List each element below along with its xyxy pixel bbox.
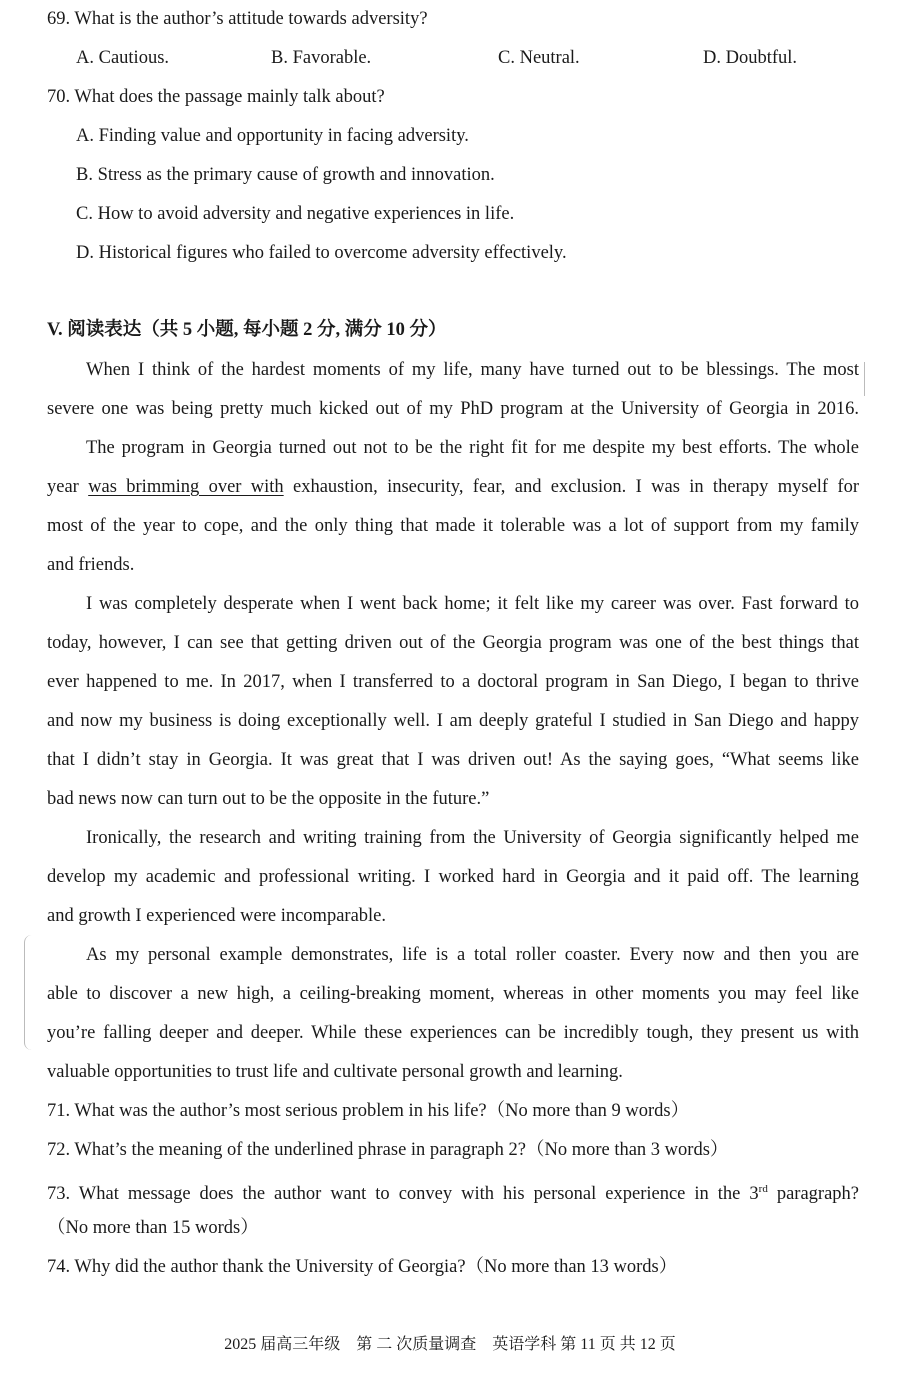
q70-option-c: C. How to avoid adversity and negative experiences in life. [76,204,515,224]
question-74: 74. Why did the author thank the University of Georgia?（No more than 13 words） [47,1257,678,1277]
question-69-stem: 69. What is the author’s attitude towards adversity? [47,9,428,29]
underlined-phrase: was brimming over with [88,477,284,497]
q70-option-d: D. Historical figures who failed to overcome adversity effectively. [76,243,567,263]
passage-p5-line2: able to discover a new high, a ceiling-breaking moment, whereas in other moments you may feel like [47,984,859,1004]
passage-p5-line1: As my personal example demonstrates, life is a total roller coaster. Every now and then you are [86,945,859,965]
passage-p4-line1: Ironically, the research and writing training from the University of Georgia significantly helped me [86,828,859,848]
q69-option-d: D. Doubtful. [703,48,798,68]
scan-mark-right [858,362,865,396]
question-70-stem: 70. What does the passage mainly talk about? [47,87,385,107]
passage-p2-line1: The program in Georgia turned out not to be the right fit for me despite my best efforts. The whole [86,438,859,458]
passage-p4-line2: develop my academic and professional writing. I worked hard in Georgia and it paid off. The learning [47,867,859,887]
question-73-line1 [47,1177,859,1206]
page-footer: 2025 届高三年级 第 二 次质量调查 英语学科 第 11 页 共 12 页 [224,1336,676,1353]
passage-p2-line2-post: exhaustion, insecurity, fear, and exclusion. I was in therapy myself for [283,477,859,497]
q69-option-b: B. Favorable. [271,48,372,68]
passage-p1-line2: severe one was being pretty much kicked out of my PhD program at the University of Georgia in 2016. [47,399,859,419]
scan-mark-left [24,935,39,1050]
passage-p3-line5: that I didn’t stay in Georgia. It was great that I was driven out! As the saying goes, “What seems like [47,750,859,770]
question-73-pre: 73. What message does the author want to convey with his personal experience in the 3 [47,1184,759,1205]
passage-p4-line3: and growth I experienced were incomparable. [47,906,387,926]
passage-p2-line3: most of the year to cope, and the only thing that made it tolerable was a lot of support from my family [47,516,859,536]
section-title: V. 阅读表达（共 5 小题, 每小题 2 分, 满分 10 分） [47,320,447,340]
passage-p3-line4: and now my business is doing exceptionally well. I am deeply grateful I studied in San Diego and happy [47,711,859,731]
question-73-post: paragraph? [767,1184,859,1205]
passage-p3-line1: I was completely desperate when I went back home; it felt like my career was over. Fast forward to [86,594,859,614]
passage-p3-line3: ever happened to me. In 2017, when I transferred to a doctoral program in San Diego, I began to thrive [47,672,859,692]
passage-p1-line1: When I think of the hardest moments of my life, many have turned out to be blessings. The most [86,360,859,380]
ordinal-suffix: rd [758,1183,768,1195]
passage-p5-line3: you’re falling deeper and deeper. While these experiences can be incredibly tough, they present us with [47,1023,859,1043]
q70-option-a: A. Finding value and opportunity in facing adversity. [76,126,469,146]
question-73-line2: （No more than 15 words） [47,1218,259,1238]
passage-p2-line2-pre: year [47,477,89,497]
passage-p2-line4: and friends. [47,555,135,575]
question-71: 71. What was the author’s most serious problem in his life?（No more than 9 words） [47,1101,690,1121]
question-72: 72. What’s the meaning of the underlined phrase in paragraph 2?（No more than 3 words） [47,1140,729,1160]
q69-option-a: A. Cautious. [76,48,170,68]
passage-p2-line2 [47,475,859,499]
passage-p5-line4: valuable opportunities to trust life and cultivate personal growth and learning. [47,1062,623,1082]
passage-p3-line2: today, however, I can see that getting driven out of the Georgia program was one of the best things that [47,633,859,653]
q69-option-c: C. Neutral. [498,48,580,68]
q70-option-b: B. Stress as the primary cause of growth and innovation. [76,165,495,185]
passage-p3-line6: bad news now can turn out to be the opposite in the future.” [47,789,490,809]
